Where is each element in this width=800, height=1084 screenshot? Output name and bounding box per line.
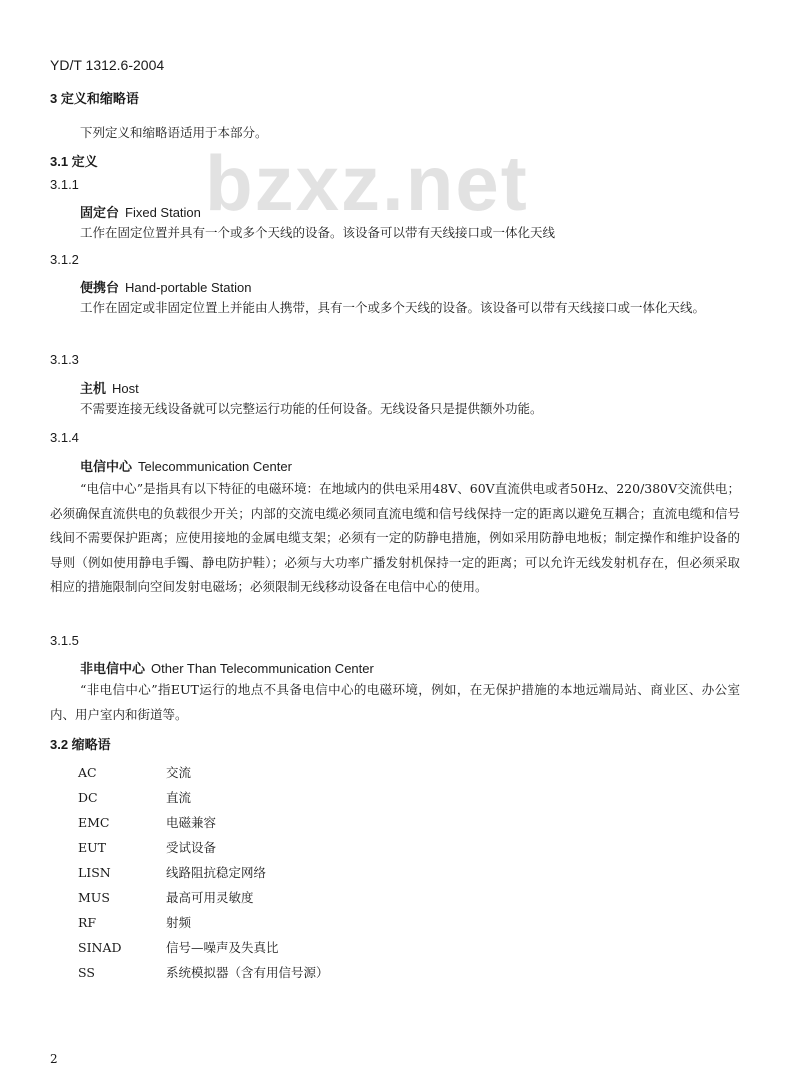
term-cn: 非电信中心	[80, 661, 146, 676]
abbreviation-meaning: 系统模拟器（含有用信号源）	[166, 965, 329, 980]
term-definition: “电信中心”是指具有以下特征的电磁环境：在地域内的供电采用48V、60V直流供电或者50Hz、220/380V交流供电；必须确保直流供电的负载很少开关；内部的交流电缆必须同直流电缆和信号线保持一定的距离以避免互耦合；直流电缆和信号线间不需要保护距离；应使用接地的金属电缆支架；必须有一定的防静电措施，例如采用防静电地板；制定操作和维护设备的导则（例如使用静电手镯、静电防护鞋）；必须与大功率广播发射机保持一定的距离；可以允许无线发射机存在，但必须采取相应的措施限制向空间发射电磁场；必须限制无线移动设备在电信中心的使用。	[50, 481, 740, 594]
abbreviation-meaning: 信号—噪声及失真比	[166, 940, 279, 955]
term-heading	[80, 456, 292, 475]
abbreviation-code: MUS	[78, 890, 110, 905]
term-en: Telecommunication Center	[138, 459, 292, 474]
term-number: 3.1.5	[50, 633, 79, 648]
abbreviation-row	[78, 763, 191, 781]
abbreviation-meaning: 交流	[166, 765, 192, 780]
abbreviation-meaning: 电磁兼容	[166, 815, 217, 830]
abbreviation-code: EUT	[78, 840, 106, 855]
abbreviation-code: DC	[78, 790, 98, 805]
term-en: Host	[112, 381, 139, 396]
abbreviation-row	[78, 888, 254, 906]
term-en: Hand-portable Station	[125, 280, 252, 295]
abbreviation-code: AC	[78, 765, 97, 780]
standard-code: YD/T 1312.6-2004	[50, 57, 165, 73]
term-number: 3.1.3	[50, 352, 79, 367]
term-definition: “非电信中心”指EUT运行的地点不具备电信中心的电磁环境，例如，在无保护措施的本地远端局站、商业区、办公室内、用户室内和街道等。	[50, 682, 740, 722]
abbreviation-row	[78, 838, 216, 856]
abbreviation-row	[78, 938, 279, 956]
abbreviation-row	[78, 963, 329, 981]
term-number: 3.1.4	[50, 430, 79, 445]
term-heading	[80, 658, 374, 677]
watermark: bzxz.net	[205, 139, 529, 227]
term-definition: 工作在固定位置并具有一个或多个天线的设备。该设备可以带有天线接口或一体化天线	[80, 225, 556, 240]
term-cn: 固定台	[80, 205, 120, 220]
term-heading	[80, 378, 139, 397]
abbreviation-row	[78, 863, 266, 881]
term-cn: 主机	[80, 381, 107, 396]
section-3-2-title: 3.2 缩略语	[50, 737, 111, 752]
abbreviation-meaning: 射频	[166, 915, 192, 930]
term-number: 3.1.1	[50, 177, 79, 192]
term-definition: 不需要连接无线设备就可以完整运行功能的任何设备。无线设备只是提供额外功能。	[80, 401, 543, 416]
abbreviation-meaning: 最高可用灵敏度	[166, 890, 254, 905]
abbreviation-meaning: 受试设备	[166, 840, 217, 855]
term-heading	[80, 202, 201, 221]
abbreviation-row	[78, 788, 191, 806]
term-number: 3.1.2	[50, 252, 79, 267]
section-3-1-title: 3.1 定义	[50, 154, 98, 169]
abbreviation-code: SINAD	[78, 940, 122, 955]
abbreviation-row	[78, 813, 216, 831]
term-en: Other Than Telecommunication Center	[151, 661, 374, 676]
abbreviation-row	[78, 913, 191, 931]
section-3-intro: 下列定义和缩略语适用于本部分。	[80, 125, 268, 140]
term-en: Fixed Station	[125, 205, 201, 220]
term-cn: 电信中心	[80, 459, 133, 474]
page-number: 2	[50, 1052, 58, 1066]
abbreviation-meaning: 线路阻抗稳定网络	[166, 865, 267, 880]
section-3-title: 3 定义和缩略语	[50, 91, 139, 106]
term-cn: 便携台	[80, 280, 120, 295]
term-definition: 工作在固定或非固定位置上并能由人携带，具有一个或多个天线的设备。该设备可以带有天线接口或一体化天线。	[80, 300, 706, 315]
abbreviation-meaning: 直流	[166, 790, 192, 805]
abbreviation-code: EMC	[78, 815, 110, 830]
abbreviation-code: LISN	[78, 865, 111, 880]
abbreviation-code: SS	[78, 965, 95, 980]
term-heading	[80, 277, 252, 296]
abbreviation-code: RF	[78, 915, 97, 930]
